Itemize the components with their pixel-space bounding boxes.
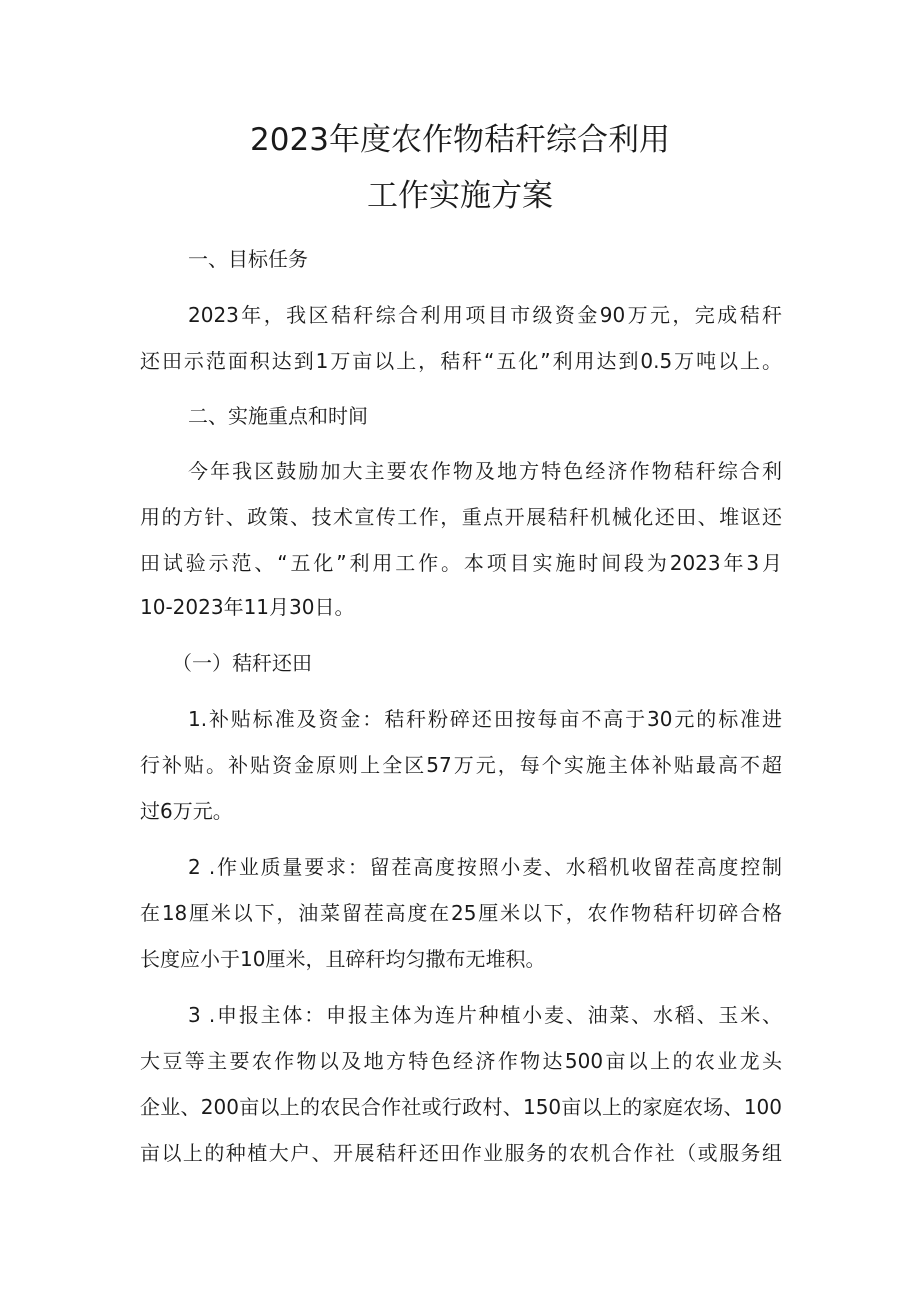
p2-line-2: 用的方针、政策、技术宣传工作，重点开展秸秆机械化还田、堆讴还 [140,505,782,529]
item2-line-1: 2 .作业质量要求：留茬高度按照小麦、水稻机收留茬高度控制 [188,855,782,879]
p2-line-1: 今年我区鼓励加大主要农作物及地方特色经济作物秸秆综合利 [188,459,782,483]
item3-line-4: 亩以上的种植大户、开展秸秆还田作业服务的农机合作社（或服务组 [140,1141,782,1165]
subsection1-heading: （一）秸秆还田 [172,651,312,675]
item1-line-1: 1.补贴标准及资金：秸秆粉碎还田按每亩不高于30元的标准进 [188,707,782,731]
item1-line-3: 过6万元。 [140,799,233,823]
item2-line-2: 在18厘米以下，油菜留茬高度在25厘米以下，农作物秸秆切碎合格 [140,901,782,925]
item1-line-2: 行补贴。补贴资金原则上全区57万元，每个实施主体补贴最高不超 [140,753,782,777]
title-line-1: 2023年度农作物秸秆综合利用 [250,122,670,158]
item3-line-2: 大豆等主要农作物以及地方特色经济作物达500亩以上的农业龙头 [140,1049,782,1073]
item2-line-3: 长度应小于10厘米，且碎秆均匀撒布无堆积。 [140,947,546,971]
p2-line-3: 田试验示范、“五化”利用工作。本项目实施时间段为2023年3月 [140,551,782,575]
p1-line-2: 还田示范面积达到1万亩以上，秸秆“五化”利用达到0.5万吨以上。 [140,349,782,373]
section2-heading: 二、实施重点和时间 [188,404,368,428]
item3-line-1: 3 .申报主体：申报主体为连片种植小麦、油菜、水稻、玉米、 [188,1003,782,1027]
p2-line-4: 10-2023年11月30日。 [140,595,355,619]
p1-line-1: 2023年，我区秸秆综合利用项目市级资金90万元，完成秸秆 [188,303,782,327]
title-line-2: 工作实施方案 [367,178,553,214]
item3-line-3: 企业、200亩以上的农民合作社或行政村、150亩以上的家庭农场、100 [140,1095,782,1119]
section1-heading: 一、目标任务 [188,247,308,271]
